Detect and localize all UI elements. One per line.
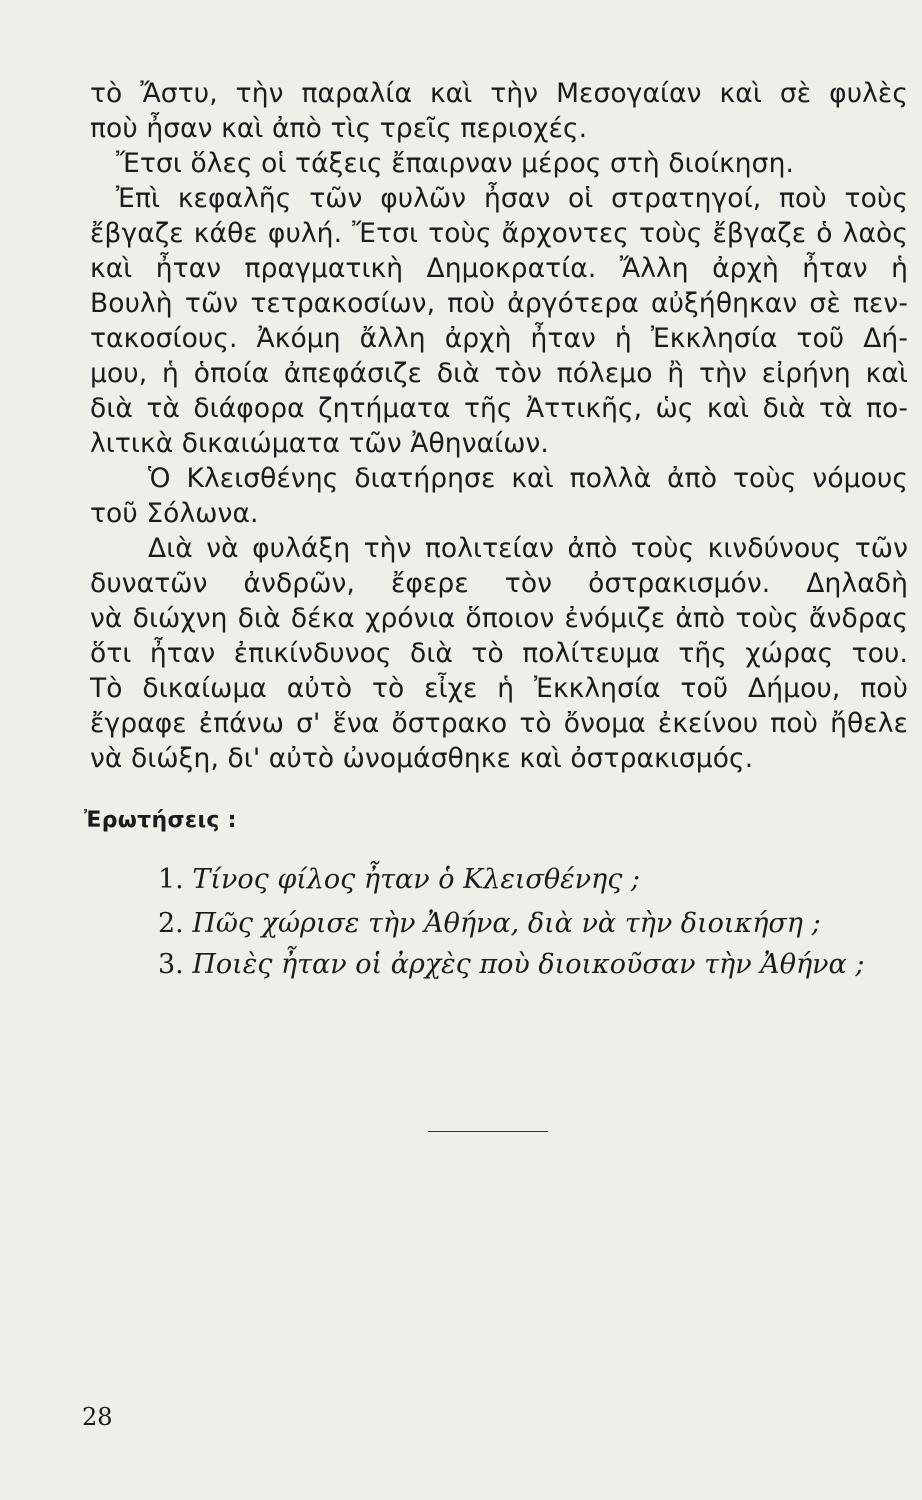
question-number: 3. [158, 949, 184, 980]
text-line-18: Τὸ δικαίωμα αὐτὸ τὸ εἶχε ἡ Ἐκκλησία τοῦ Δήμου, ποὺ [90, 673, 908, 704]
question-2 [158, 904, 821, 944]
text-line-17: ὅτι ἦταν ἐπικίνδυνος διὰ τὸ πολίτευμα τῆς χώρας του. [90, 638, 908, 669]
text-line-4: Ἐπὶ κεφαλῆς τῶν φυλῶν ἦσαν οἱ στρατηγοί, ποὺ τοὺς [116, 183, 908, 214]
question-3 [158, 945, 864, 985]
question-text: Πῶς χώρισε τὴν Ἀθήνα, διὰ νὰ τὴν διοικήση ; [192, 908, 821, 939]
question-number: 2. [158, 908, 184, 939]
text-line-19: ἔγραφε ἐπάνω σ' ἕνα ὄστρακο τὸ ὄνομα ἐκείνου ποὺ ἤθελε [90, 708, 908, 739]
text-line-12: Ὁ Κλεισθένης διατήρησε καὶ πολλὰ ἀπὸ τοὺς νόμους [148, 463, 908, 494]
text-line-14: Διὰ νὰ φυλάξη τὴν πολιτείαν ἀπὸ τοὺς κινδύνους τῶν [148, 533, 908, 564]
text-line-13: τοῦ Σόλωνα. [90, 498, 259, 529]
text-line-1: τὸ Ἄστυ, τὴν παραλία καὶ τὴν Μεσογαίαν καὶ σὲ φυλὲς [90, 78, 908, 109]
text-line-2: ποὺ ἦσαν καὶ ἀπὸ τὶς τρεῖς περιοχές. [90, 113, 588, 144]
questions-heading: Ἐρωτήσεις : [84, 808, 237, 833]
text-line-10: διὰ τὰ διάφορα ζητήματα τῆς Ἀττικῆς, ὡς καὶ διὰ τὰ πο- [90, 393, 908, 424]
text-line-6: καὶ ἦταν πραγματικὴ Δημοκρατία. Ἄλλη ἀρχὴ ἦταν ἡ [90, 253, 908, 284]
question-number: 1. [158, 864, 184, 895]
text-line-20: νὰ διώξη, δι' αὐτὸ ὠνομάσθηκε καὶ ὀστρακισμός. [90, 743, 754, 774]
page-number: 28 [82, 1403, 113, 1431]
text-line-15: δυνατῶν ἀνδρῶν, ἔφερε τὸν ὀστρακισμόν. Δηλαδὴ [90, 568, 908, 599]
section-divider [428, 1131, 548, 1132]
question-text: Ποιὲς ἦταν οἱ ἀρχὲς ποὺ διοικοῦσαν τὴν Ἀθήνα ; [192, 949, 865, 980]
question-text: Τίνος φίλος ἦταν ὁ Κλεισθένης ; [192, 864, 640, 895]
text-line-3: Ἔτσι ὅλες οἱ τάξεις ἔπαιρναν μέρος στὴ διοίκηση. [116, 148, 795, 179]
text-line-8: τακοσίους. Ἀκόμη ἄλλη ἀρχὴ ἦταν ἡ Ἐκκλησία τοῦ Δή- [90, 323, 908, 354]
question-1 [158, 860, 640, 900]
text-line-11: λιτικὰ δικαιώματα τῶν Ἀθηναίων. [90, 428, 549, 459]
text-line-16: νὰ διώχνη διὰ δέκα χρόνια ὅποιον ἐνόμιζε ἀπὸ τοὺς ἄνδρας [90, 603, 908, 634]
text-line-9: μου, ἡ ὁποία ἀπεφάσιζε διὰ τὸν πόλεμο ἢ τὴν εἰρήνη καὶ [90, 358, 908, 389]
text-line-7: Βουλὴ τῶν τετρακοσίων, ποὺ ἀργότερα αὐξήθηκαν σὲ πεν- [90, 288, 908, 319]
text-line-5: ἔβγαζε κάθε φυλή. Ἔτσι τοὺς ἄρχοντες τοὺς ἔβγαζε ὁ λαὸς [90, 218, 908, 249]
